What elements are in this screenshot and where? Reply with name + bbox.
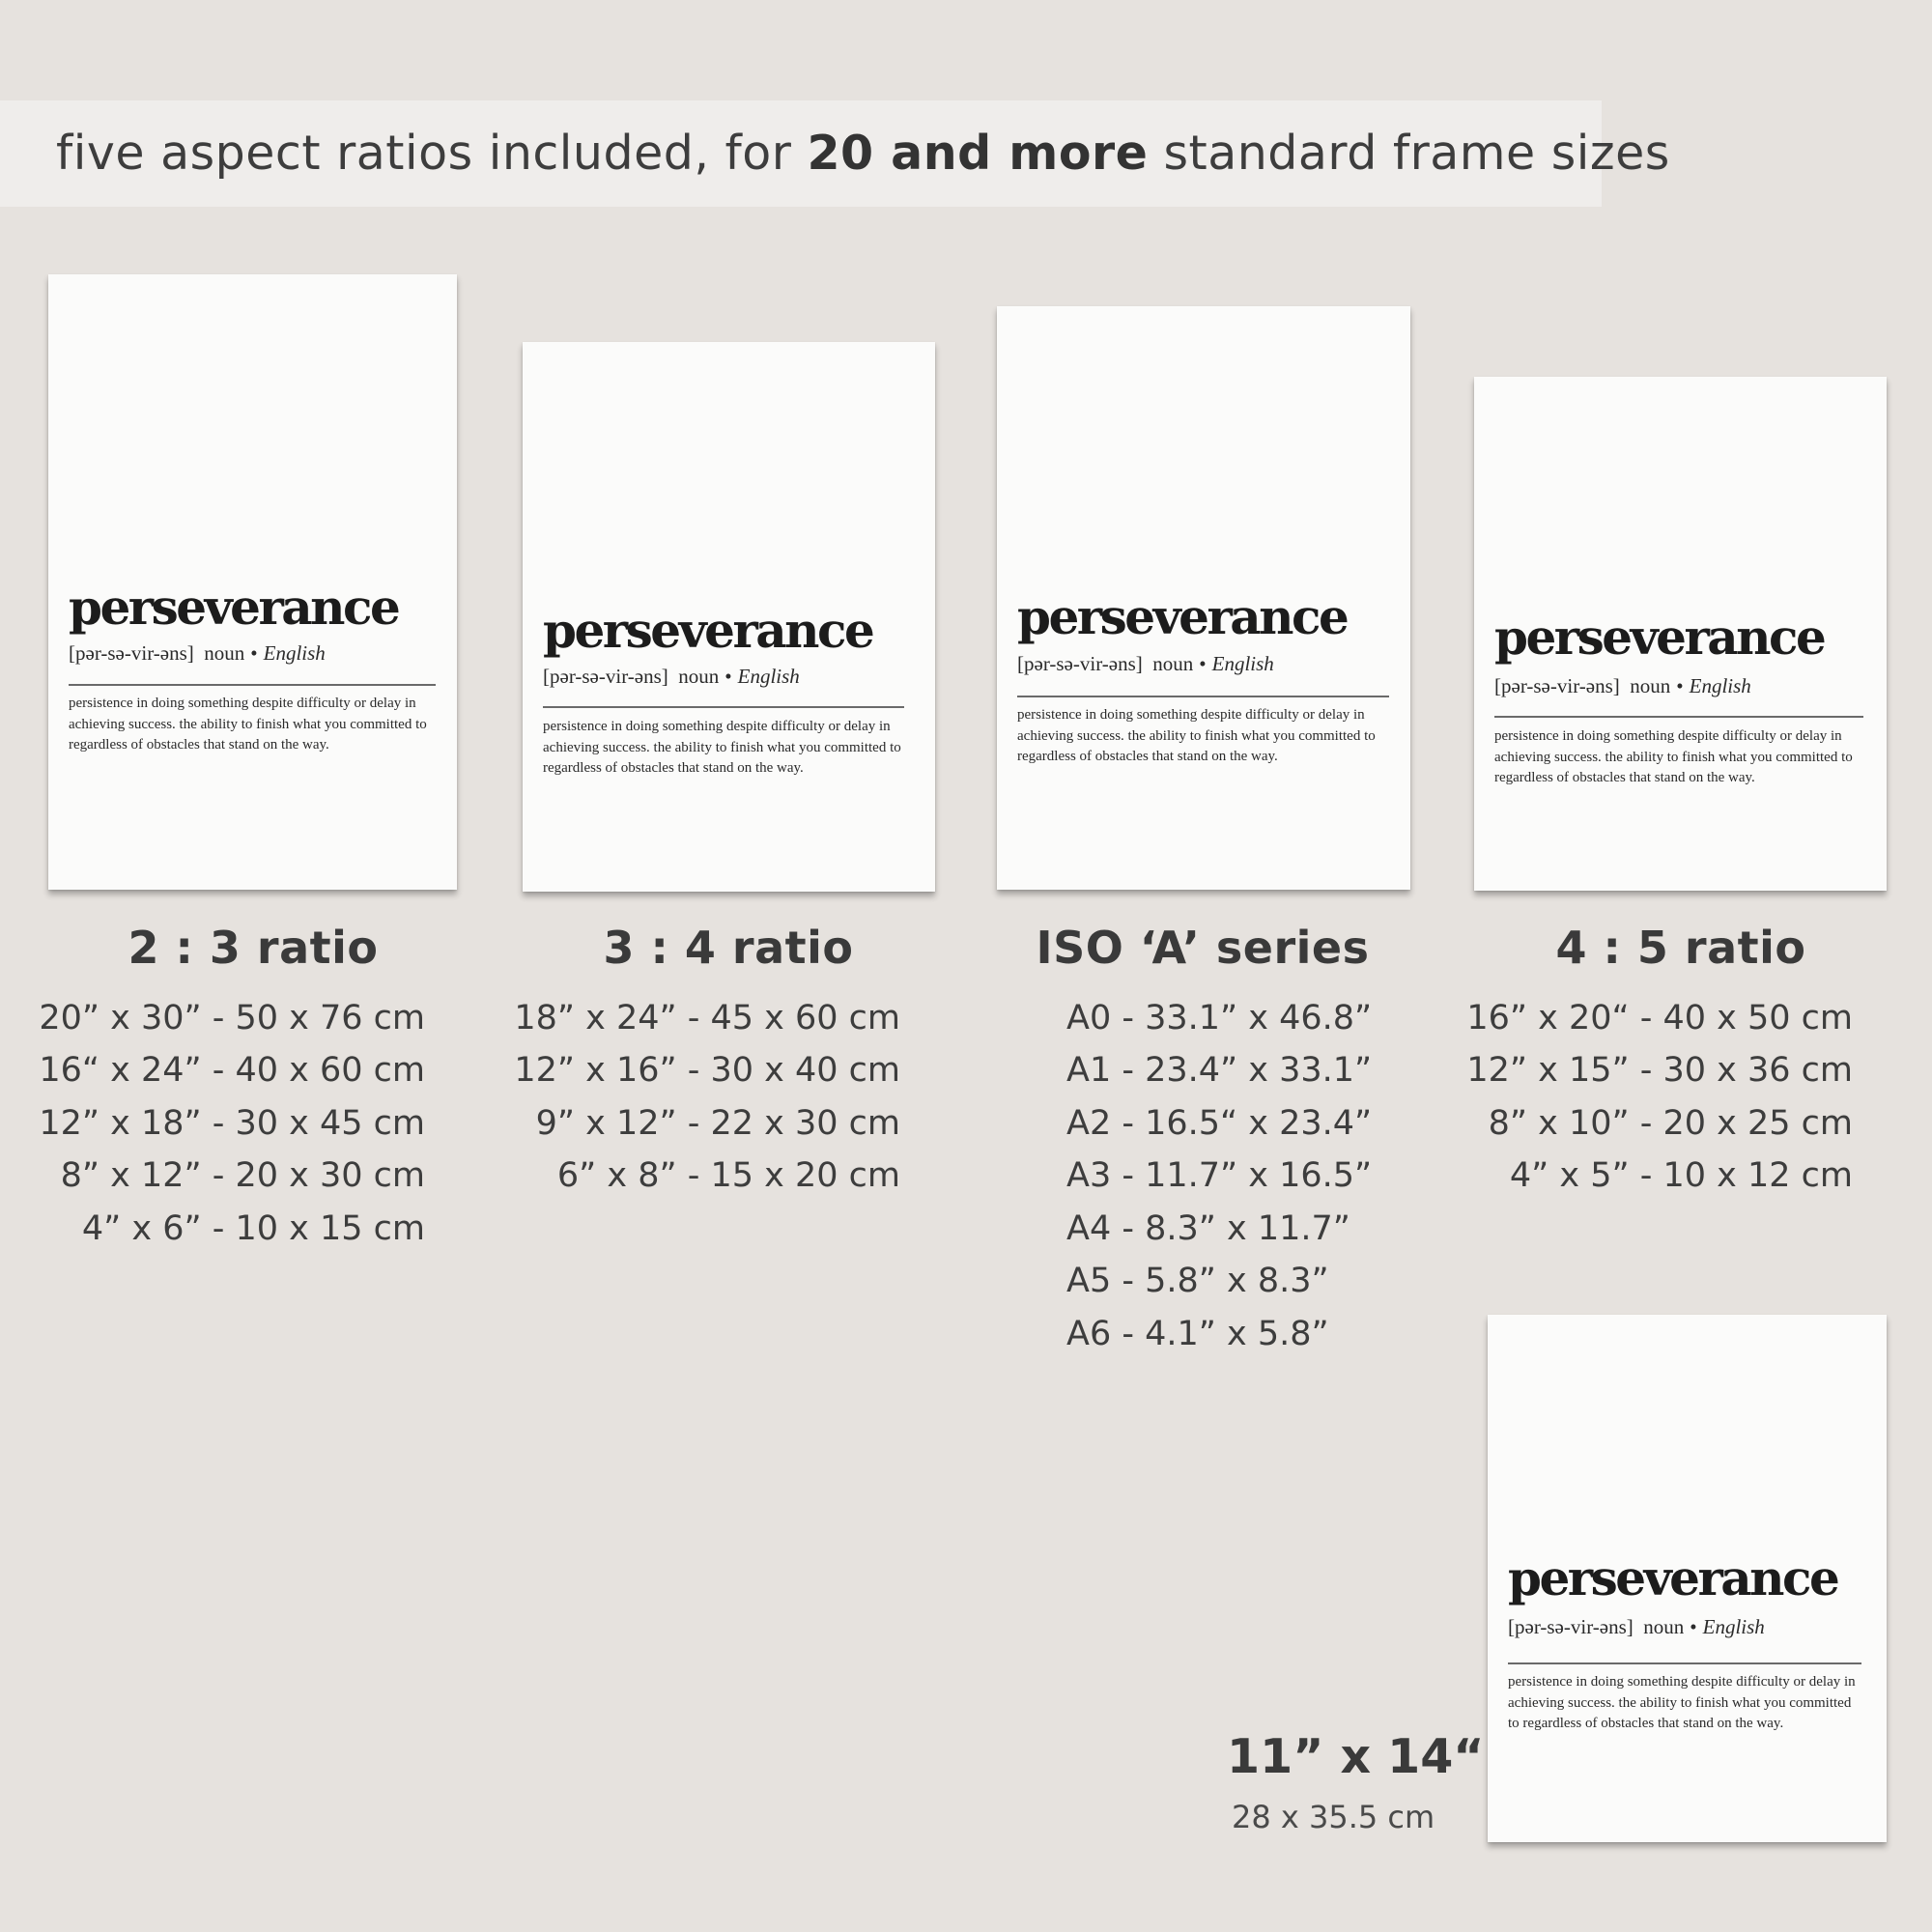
size-item: 8” x 12” - 20 x 30 cm	[60, 1156, 425, 1195]
poster-pronunciation: [pər-sə-vir-əns]	[543, 665, 668, 688]
size-item: 18” x 24” - 45 x 60 cm	[514, 999, 900, 1037]
poster-pronunciation: [pər-sə-vir-əns]	[1508, 1615, 1634, 1638]
poster-part-of-speech: noun	[1630, 674, 1671, 697]
poster-pronunciation: [pər-sə-vir-əns]	[1494, 674, 1620, 697]
size-item: 16“ x 24” - 40 x 60 cm	[39, 1051, 425, 1090]
poster-pronunciation-line	[1508, 1617, 1765, 1637]
size-item: 12” x 18” - 30 x 45 cm	[39, 1104, 425, 1143]
poster-divider	[1508, 1662, 1861, 1664]
ratio-title-iso-a: ISO ‘A’ series	[1036, 922, 1370, 974]
size-item: 8” x 10” - 20 x 25 cm	[1488, 1104, 1853, 1143]
size-item: 6” x 8” - 15 x 20 cm	[556, 1156, 900, 1195]
poster-pronunciation-line	[1017, 654, 1274, 674]
size-item: A2 - 16.5“ x 23.4”	[1066, 1104, 1373, 1143]
poster-divider	[543, 706, 904, 708]
poster-part-of-speech: noun	[1643, 1615, 1685, 1638]
banner-text-end: standard frame sizes	[1148, 126, 1670, 181]
poster-definition: persistence in doing something despite difficulty or delay in achieving success. the ability to finish what you committed to regardless of obstacles that stand on the way.	[69, 696, 427, 753]
banner-text-bold: 20 and more	[807, 126, 1149, 181]
poster-language: English	[737, 665, 800, 688]
poster-separator: •	[1199, 652, 1207, 675]
poster-pronunciation: [pər-sə-vir-əns]	[1017, 652, 1143, 675]
poster-separator: •	[250, 641, 258, 665]
poster-language: English	[263, 641, 326, 665]
poster-definition: persistence in doing something despite difficulty or delay in achieving success. the ability to finish what you committed to regardless of obstacles that stand on the way.	[1494, 728, 1853, 785]
poster-preview-3-4	[523, 342, 935, 892]
poster-word: perseverance	[1017, 588, 1348, 645]
poster-separator: •	[1690, 1615, 1697, 1638]
extra-size-title: 11” x 14“	[1227, 1729, 1485, 1784]
poster-definition: persistence in doing something despite difficulty or delay in achieving success. the ability to finish what you committed to regardless of obstacles that stand on the way.	[1017, 707, 1376, 764]
poster-definition: persistence in doing something despite difficulty or delay in achieving success. the ability to finish what you committed to regardless of obstacles that stand on the way.	[543, 719, 901, 776]
poster-word: perseverance	[69, 579, 399, 636]
poster-separator: •	[1676, 674, 1684, 697]
poster-preview-iso-a	[997, 306, 1410, 890]
poster-separator: •	[724, 665, 732, 688]
size-item: A3 - 11.7” x 16.5”	[1066, 1156, 1373, 1195]
ratio-title-3-4: 3 : 4 ratio	[603, 922, 854, 974]
ratio-title-2-3: 2 : 3 ratio	[128, 922, 379, 974]
poster-divider	[1017, 696, 1389, 697]
poster-pronunciation-line	[1494, 676, 1751, 696]
poster-word: perseverance	[1494, 609, 1825, 666]
size-item: 20” x 30” - 50 x 76 cm	[39, 999, 425, 1037]
poster-part-of-speech: noun	[678, 665, 720, 688]
size-item: A6 - 4.1” x 5.8”	[1066, 1315, 1329, 1353]
poster-word: perseverance	[543, 602, 873, 659]
size-item: 4” x 5” - 10 x 12 cm	[1509, 1156, 1853, 1195]
size-item: 12” x 16” - 30 x 40 cm	[514, 1051, 900, 1090]
header-banner	[0, 100, 1670, 207]
poster-part-of-speech: noun	[204, 641, 245, 665]
poster-pronunciation: [pər-sə-vir-əns]	[69, 641, 194, 665]
poster-preview-4-5	[1474, 377, 1887, 891]
size-item: 9” x 12” - 22 x 30 cm	[535, 1104, 900, 1143]
size-item: A1 - 23.4” x 33.1”	[1066, 1051, 1373, 1090]
poster-preview-2-3	[48, 274, 457, 890]
banner-text	[56, 100, 1670, 207]
extra-size-subtitle: 28 x 35.5 cm	[1232, 1799, 1435, 1835]
size-item: 16” x 20“ - 40 x 50 cm	[1466, 999, 1853, 1037]
poster-part-of-speech: noun	[1152, 652, 1194, 675]
poster-language: English	[1211, 652, 1274, 675]
poster-word: perseverance	[1508, 1549, 1838, 1606]
poster-language: English	[1689, 674, 1751, 697]
banner-text-start: five aspect ratios included, for	[56, 126, 808, 181]
poster-divider	[69, 684, 436, 686]
poster-pronunciation-line	[543, 667, 800, 687]
size-item: A0 - 33.1” x 46.8”	[1066, 999, 1373, 1037]
size-item: 4” x 6” - 10 x 15 cm	[81, 1209, 425, 1248]
poster-preview-11x14	[1488, 1315, 1887, 1842]
poster-pronunciation-line	[69, 643, 326, 664]
size-item: 12” x 15” - 30 x 36 cm	[1466, 1051, 1853, 1090]
ratio-title-4-5: 4 : 5 ratio	[1555, 922, 1806, 974]
size-item: A5 - 5.8” x 8.3”	[1066, 1262, 1329, 1300]
poster-language: English	[1702, 1615, 1765, 1638]
poster-definition: persistence in doing something despite difficulty or delay in achieving success. the ability to finish what you committed to regardless of obstacles that stand on the way.	[1508, 1674, 1856, 1731]
size-item: A4 - 8.3” x 11.7”	[1066, 1209, 1350, 1248]
poster-divider	[1494, 716, 1863, 718]
